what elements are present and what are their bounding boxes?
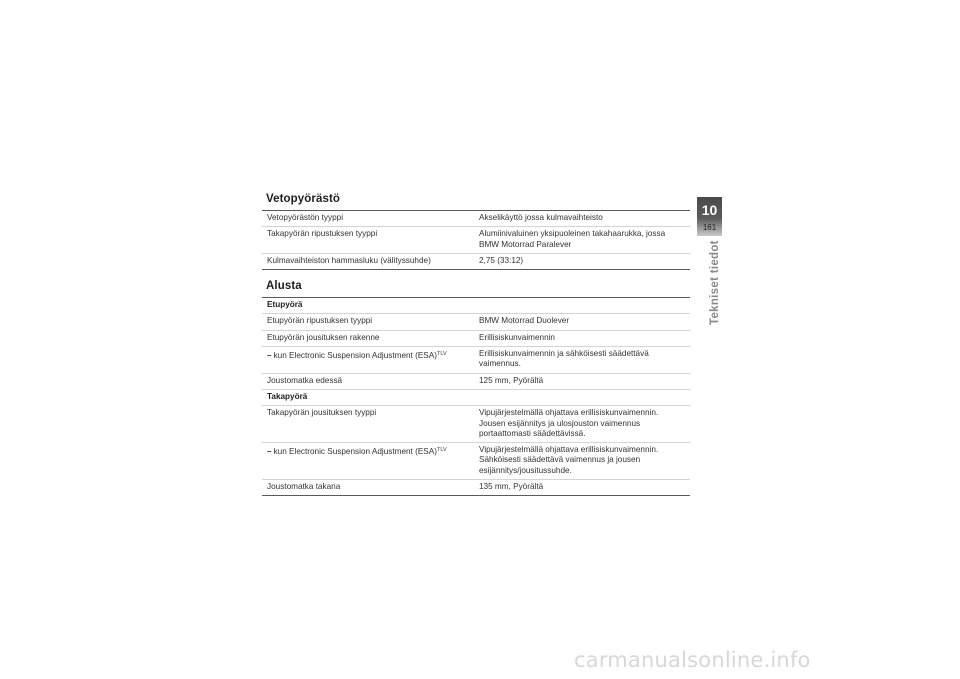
table-subheading-row: [262, 389, 690, 405]
spec-label-text: kun Electronic Suspension Adjustment (ESA): [273, 351, 437, 361]
spec-value: BMW Motorrad Duolever: [474, 314, 690, 330]
section-title-alusta: Alusta: [266, 280, 302, 293]
spec-label: Etupyörän ripustuksen tyyppi: [262, 314, 474, 330]
spec-label: Etupyörän jousituksen rakenne: [262, 330, 474, 346]
tlv-superscript: TLV: [436, 447, 447, 454]
document-content: [262, 193, 690, 496]
spec-value: 125 mm, Pyörältä: [474, 373, 690, 389]
page-number: 161: [702, 223, 717, 232]
table-row: [262, 480, 690, 496]
dash-marker: –: [267, 447, 272, 457]
table-row: [262, 406, 690, 443]
table-row: [262, 373, 690, 389]
subheading-takapyora: Takapyörä: [262, 389, 690, 405]
section-title-vetopyorasto: Vetopyörästö: [266, 193, 341, 205]
spec-value: Alumiinivaluinen yksipuoleinen takahaarukka, jossa BMW Motorrad Paralever: [474, 227, 690, 254]
spec-label-text: kun Electronic Suspension Adjustment (ESA): [273, 447, 437, 457]
table-row: [262, 314, 690, 330]
spec-value: 135 mm, Pyörältä: [474, 480, 690, 496]
spec-label: [262, 347, 474, 374]
chapter-tab: [697, 197, 722, 236]
spec-table-vetopyorasto: [262, 210, 690, 270]
spec-table-alusta: [262, 297, 690, 496]
table-subheading-row: [262, 298, 690, 314]
spec-value: Erillisiskunvaimennin: [474, 330, 690, 346]
table-row: [262, 443, 690, 480]
table-row: [262, 227, 690, 254]
table-row: [262, 347, 690, 374]
spec-label: Kulmavaihteiston hammasluku (välityssuhde): [262, 253, 474, 269]
spec-label: [262, 443, 474, 480]
table-row: [262, 253, 690, 269]
spec-label: Joustomatka takana: [262, 480, 474, 496]
spec-value: 2,75 (33:12): [474, 253, 690, 269]
spec-value: Akselikäyttö jossa kulmavaihteisto: [474, 211, 690, 227]
table-row: [262, 211, 690, 227]
dash-marker: –: [267, 351, 272, 361]
spec-label: Takapyörän ripustuksen tyyppi: [262, 227, 474, 254]
watermark-text: carmanualsonline.info: [574, 648, 811, 672]
table-row: [262, 330, 690, 346]
spec-value: Vipujärjestelmällä ohjattava erillisiskunvaimennin. Jousen esijännitys ja ulosjouston vaimennus portaattomasti säädettävissä.: [474, 406, 690, 443]
chapter-title-vertical: Tekniset tiedot: [709, 240, 721, 325]
spec-label: Joustomatka edessä: [262, 373, 474, 389]
spec-label: Takapyörän jousituksen tyyppi: [262, 406, 474, 443]
spec-label: Vetopyörästön tyyppi: [262, 211, 474, 227]
spec-value: Vipujärjestelmällä ohjattava erillisiskunvaimennin. Sähköisesti säädettävä vaimennus ja jousen esijännitys/jousitussuhde.: [474, 443, 690, 480]
subheading-etupyora: Etupyörä: [262, 298, 690, 314]
chapter-number: 10: [701, 202, 718, 218]
tlv-superscript: TLV: [436, 351, 447, 358]
spec-value: Erillisiskunvaimennin ja sähköisesti säädettävä vaimennus.: [474, 347, 690, 374]
